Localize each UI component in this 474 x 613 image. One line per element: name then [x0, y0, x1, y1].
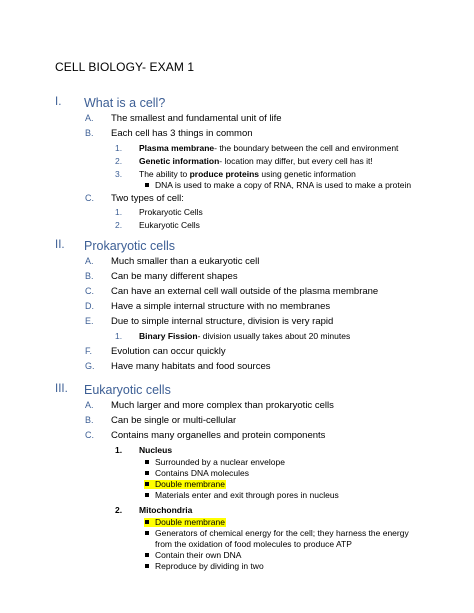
section-heading: What is a cell?: [84, 96, 166, 110]
list-letter: C.: [85, 193, 94, 203]
section-numeral: III.: [55, 383, 68, 395]
list-number: 1.: [115, 143, 123, 153]
list-number: 1.: [115, 331, 123, 341]
list-subitem: Binary Fission- division usually takes about 20 minutes: [139, 331, 351, 341]
list-item-text: Much smaller than a eukaryotic cell: [111, 256, 260, 267]
list-item-text: Due to simple internal structure, division is very rapid: [111, 316, 334, 327]
bullet-square: [145, 553, 149, 557]
list-item-text: Each cell has 3 things in common: [111, 128, 253, 139]
list-letter: G.: [85, 361, 95, 371]
list-item-text: Can be single or multi-cellular: [111, 415, 237, 426]
list-number: 1.: [115, 207, 123, 217]
organelle-heading: Mitochondria: [139, 505, 193, 515]
bullet-square: [145, 520, 149, 524]
organelle-heading: Nucleus: [139, 445, 173, 455]
list-number: 2.: [115, 505, 123, 515]
list-item-text: Can have an external cell wall outside of the plasma membrane: [111, 286, 379, 297]
list-number: 2.: [115, 220, 123, 230]
list-number: 3.: [115, 169, 123, 179]
bullet-square: [145, 482, 149, 486]
highlighted-bullet: Double membrane: [144, 480, 226, 489]
bullet-square: [145, 471, 149, 475]
list-bullet-text: Contain their own DNA: [155, 550, 242, 560]
list-bullet-text: DNA is used to make a copy of RNA, RNA is used to make a protein: [155, 180, 412, 190]
list-item-text: Can be many different shapes: [111, 271, 238, 282]
list-item-text: Have a simple internal structure with no membranes: [111, 301, 331, 312]
list-number: 1.: [115, 445, 123, 455]
list-bullet-text: Generators of chemical energy for the cell; they harness the energy: [155, 528, 409, 538]
section-numeral: II.: [55, 239, 65, 251]
bullet-square: [145, 183, 149, 187]
list-letter: B.: [85, 271, 94, 281]
list-subitem: Plasma membrane- the boundary between the cell and environment: [139, 143, 399, 153]
bullet-square: [145, 460, 149, 464]
bullet-square: [145, 564, 149, 568]
list-letter: A.: [85, 256, 94, 266]
list-letter: C.: [85, 286, 94, 296]
list-item-text: Contains many organelles and protein components: [111, 430, 326, 441]
list-bullet-text: Materials enter and exit through pores in nucleus: [155, 490, 339, 500]
list-letter: B.: [85, 415, 94, 425]
list-subitem: The ability to produce proteins using genetic information: [139, 169, 356, 179]
list-bullet-text: Contains DNA molecules: [155, 468, 250, 478]
list-subitem: Prokaryotic Cells: [139, 207, 203, 217]
section-numeral: I.: [55, 96, 62, 108]
list-item-text: The smallest and fundamental unit of life: [111, 113, 282, 124]
list-letter: B.: [85, 128, 94, 138]
list-bullet-text: from the oxidation of food molecules to produce ATP: [155, 539, 352, 549]
list-number: 2.: [115, 156, 123, 166]
list-letter: D.: [85, 301, 94, 311]
section-heading: Prokaryotic cells: [84, 239, 175, 253]
list-subitem: Genetic information- location may differ, but every cell has it!: [139, 156, 373, 166]
list-item-text: Much larger and more complex than prokaryotic cells: [111, 400, 334, 411]
list-subitem: Eukaryotic Cells: [139, 220, 200, 230]
bullet-square: [145, 493, 149, 497]
list-letter: A.: [85, 400, 94, 410]
list-item-text: Two types of cell:: [111, 193, 184, 204]
section-heading: Eukaryotic cells: [84, 383, 171, 397]
list-item-text: Evolution can occur quickly: [111, 346, 226, 357]
document-title: CELL BIOLOGY- EXAM 1: [55, 60, 195, 74]
list-letter: F.: [85, 346, 93, 356]
highlighted-bullet: Double membrane: [144, 518, 226, 527]
list-bullet-text: Surrounded by a nuclear envelope: [155, 457, 285, 467]
list-letter: E.: [85, 316, 94, 326]
list-item-text: Have many habitats and food sources: [111, 361, 271, 372]
list-letter: C.: [85, 430, 94, 440]
bullet-square: [145, 531, 149, 535]
list-letter: A.: [85, 113, 94, 123]
list-bullet-text: Reproduce by dividing in two: [155, 561, 264, 571]
